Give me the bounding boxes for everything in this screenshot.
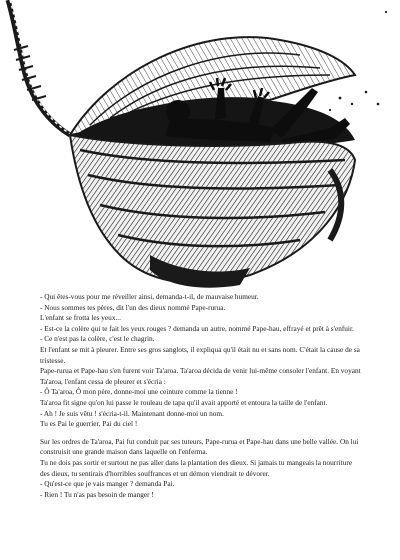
paragraph: Sur les ordres de Ta'aroa, Pai fut conduit par ses tuteurs, Pape-rurua et Pape-hau dans une belle vallée. On lui construisit une grande maison dans laquelle on l'enferma. bbox=[40, 436, 359, 457]
paragraph: Et l'enfant se mit à pleurer. Entre ses gros sanglots, il expliqua qu'il était nu et sans nom. C'était la cause de sa tristesse. bbox=[40, 344, 360, 365]
story-text bbox=[40, 292, 362, 500]
paragraph: - Ce n'est pas la colère, c'est le chagrin. bbox=[40, 334, 155, 344]
paragraph: - Ô Ta'aroa, Ô mon père, donne-moi une ceinture comme la tienne ! bbox=[40, 387, 238, 397]
paragraph: - Nous sommes tes pères, dit l'un des dieux nommé Pape-rurua. bbox=[40, 302, 226, 312]
paragraph: - Est-ce la colère qui te fait les yeux rouges ? demanda un autre, nommé Pape-hau, effrayé et prêt à s'enfuir. bbox=[40, 323, 354, 333]
paragraph: - Qu'est-ce que je vais manger ? demanda Pai. bbox=[40, 479, 175, 489]
paragraph: Tu ne dois pas sortir et surtout ne pas aller dans la plantation des dieux. Si jamais tu mangeais la nourriture des dieux, tu sentirais d'horribles souffrances et un démon viendrait te dévorer. bbox=[40, 457, 353, 478]
paragraph: - Ah ! Je suis vêtu ! s'écria-t-il. Maintenant donne-moi un nom. bbox=[40, 408, 224, 418]
rope bbox=[8, 0, 72, 135]
paragraph: - Qui êtes-vous pour me réveiller ainsi, demanda-t-il, de mauvaise humeur. bbox=[40, 292, 259, 301]
paragraph: Pape-rurua et Pape-hau s'en furent voir Ta'aroa. Ta'aroa décida de venir lui-même consoler l'enfant. En voyant Ta'aroa, l'enfant cessa de pleurer et s'écria : bbox=[40, 366, 361, 386]
paragraph: L'enfant se frotta les yeux... bbox=[40, 313, 121, 323]
paragraph: Tu es Pai le guerrier, Pai du ciel ! bbox=[40, 419, 138, 429]
paragraph: Ta'aroa fit signe qu'on lui passe le rouleau de tapa qu'il avait apporté et entoura la taille de l'enfant. bbox=[40, 397, 328, 407]
paragraph: - Rien ! Tu n'as pas besoin de manger ! bbox=[40, 489, 154, 499]
